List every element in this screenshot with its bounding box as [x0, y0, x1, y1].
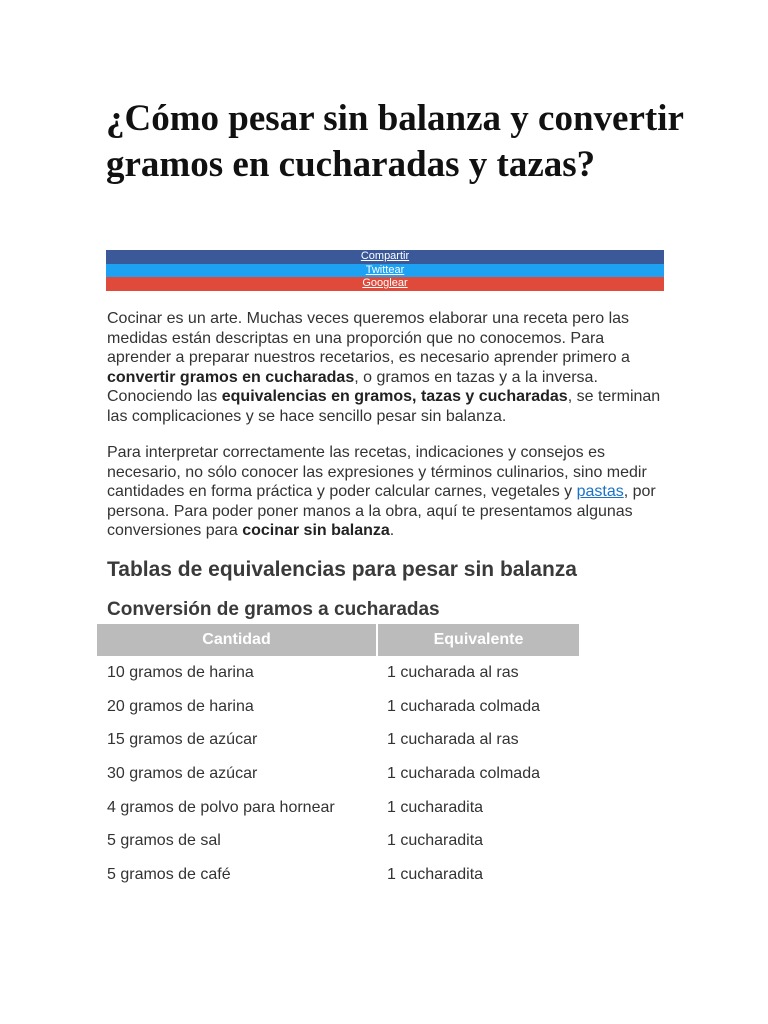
cell-equivalente: 1 cucharadita — [387, 798, 484, 816]
second-text-3: . — [389, 522, 395, 539]
table-row — [97, 690, 579, 724]
header-equivalente: Equivalente — [377, 624, 579, 656]
conversion-table — [97, 624, 579, 892]
table-row — [97, 791, 579, 825]
cell-equivalente: 1 cucharadita — [387, 865, 484, 883]
cell-equivalente: 1 cucharadita — [387, 832, 484, 850]
intro-text-2: , o gramos en tazas y a la inversa. Conociendo las — [107, 368, 598, 405]
table-row — [97, 656, 579, 690]
intro-bold-1: convertir gramos en cucharadas — [107, 368, 355, 386]
table-header-row — [97, 624, 579, 656]
cell-cantidad: 30 gramos de azúcar — [107, 764, 258, 782]
intro-bold-2: equivalencias en gramos, tazas y cucharadas — [221, 388, 568, 405]
cell-cantidad: 15 gramos de azúcar — [107, 731, 258, 749]
pastas-link[interactable]: pastas — [576, 483, 624, 500]
article-title: ¿Cómo pesar sin balanza y convertir gramos en cucharadas y tazas? — [106, 98, 684, 185]
subsection-title: Conversión de gramos a cucharadas — [107, 599, 440, 620]
section-title: Tablas de equivalencias para pesar sin balanza — [107, 558, 577, 581]
intro-text-1: Cocinar es un arte. Muchas veces queremos elaborar una receta pero las medidas están descriptas en una proporción que no conocemos. Para aprender a preparar nuestros recetarios, es necesario aprender primero a — [107, 310, 630, 366]
intro-paragraph — [107, 309, 667, 426]
share-google-button[interactable]: Googlear — [106, 277, 664, 291]
cell-cantidad: 10 gramos de harina — [107, 663, 254, 681]
table-row — [97, 723, 579, 757]
cell-equivalente: 1 cucharada colmada — [387, 764, 540, 782]
share-twitter-button[interactable]: Twittear — [106, 264, 664, 278]
second-bold-1: cocinar sin balanza — [242, 522, 390, 539]
cell-equivalente: 1 cucharada colmada — [387, 697, 540, 715]
share-facebook-button[interactable]: Compartir — [106, 250, 664, 264]
cell-cantidad: 5 gramos de sal — [107, 832, 221, 850]
table-row — [97, 757, 579, 791]
cell-cantidad: 20 gramos de harina — [107, 697, 254, 715]
cell-equivalente: 1 cucharada al ras — [387, 663, 519, 681]
cell-cantidad: 5 gramos de café — [107, 865, 231, 883]
table-row — [97, 824, 579, 858]
second-text-2: , por persona. Para poder poner manos a la obra, aquí te presentamos algunas conversiones para — [107, 483, 656, 539]
intro-text-3: , se terminan las complicaciones y se hace sencillo pesar sin balanza. — [107, 388, 661, 425]
cell-equivalente: 1 cucharada al ras — [387, 731, 519, 749]
table-row — [97, 858, 579, 892]
header-cantidad: Cantidad — [97, 624, 377, 656]
second-text-1: Para interpretar correctamente las recetas, indicaciones y consejos es necesario, no sólo conocer las expresiones y términos culinarios, sino medir cantidades en forma práctica y poder calcular carnes, vegetales y — [107, 444, 647, 500]
cell-cantidad: 4 gramos de polvo para hornear — [107, 798, 335, 816]
share-bar — [106, 250, 664, 291]
second-paragraph — [107, 443, 667, 541]
